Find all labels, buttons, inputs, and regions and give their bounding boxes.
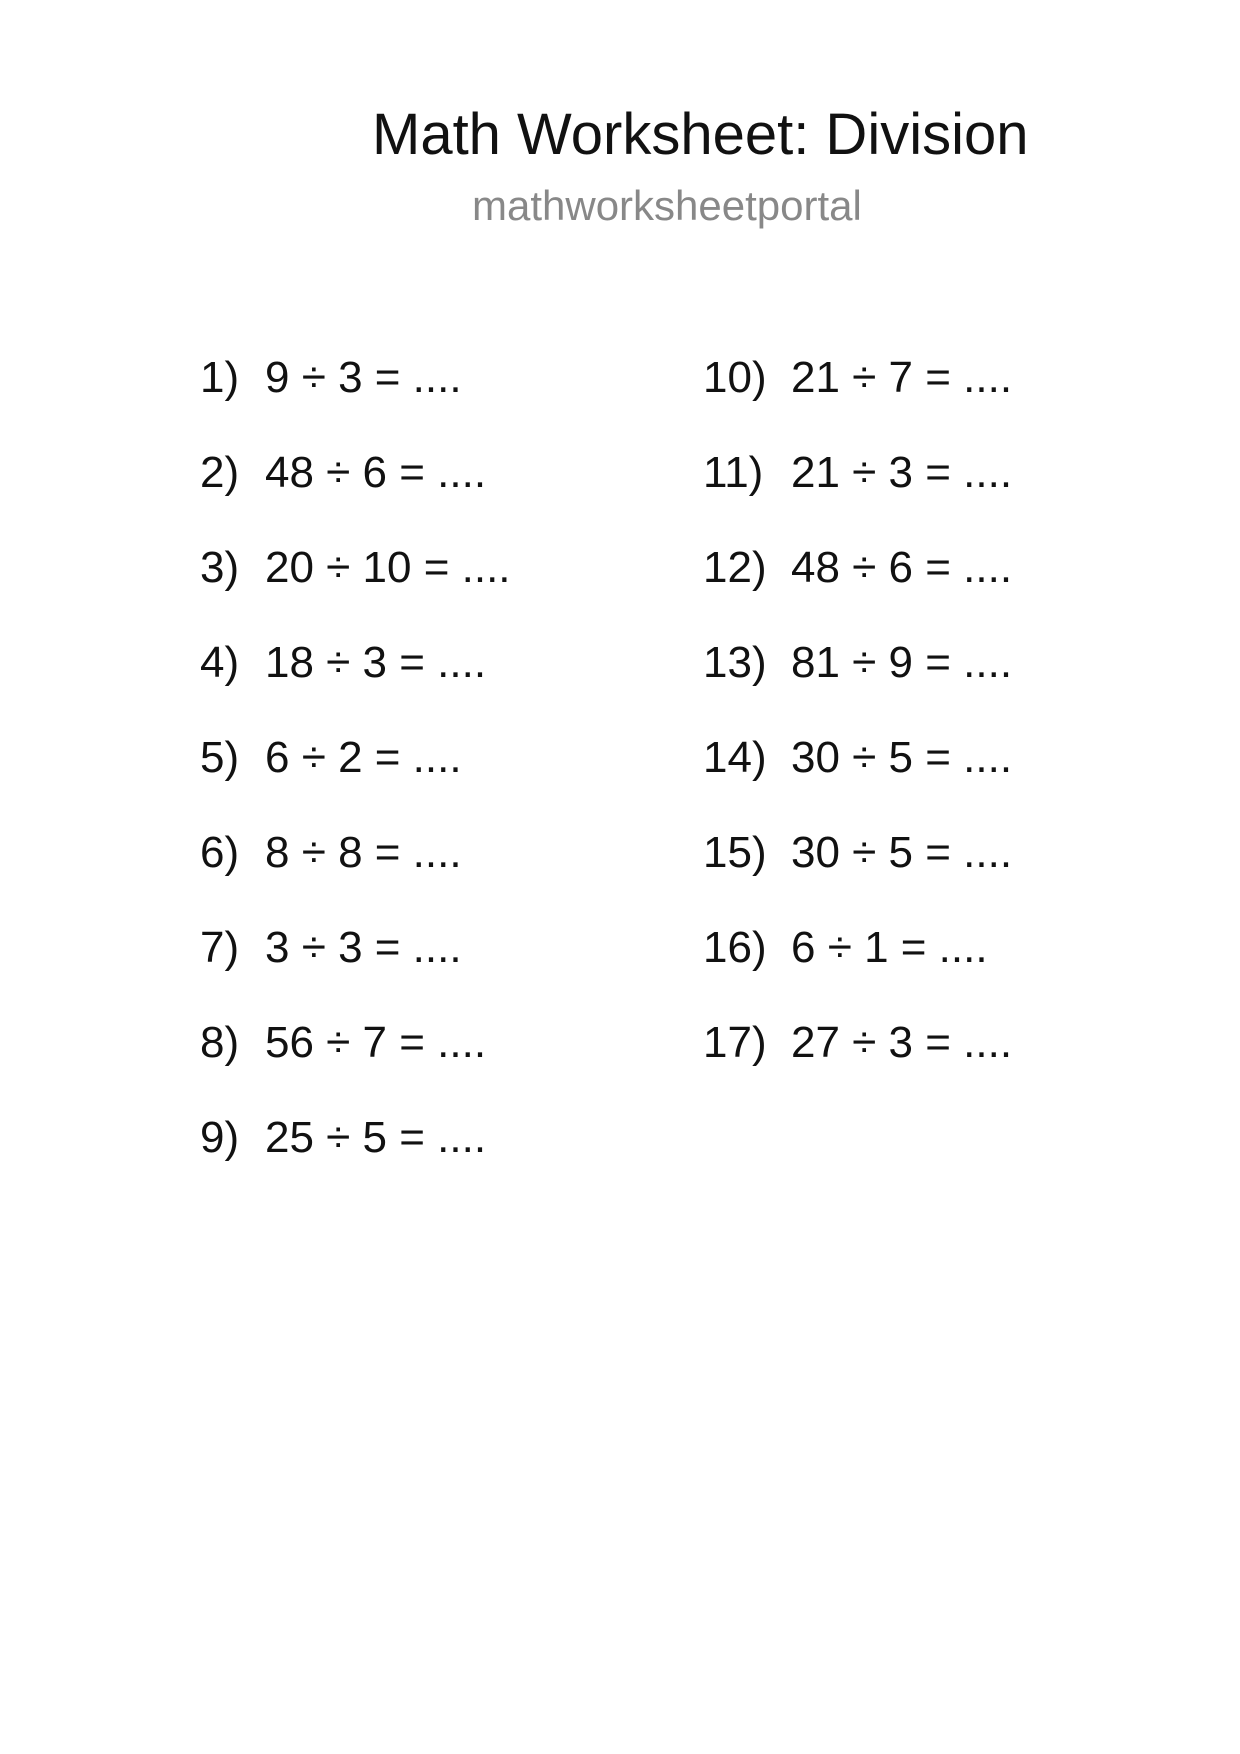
problem-item — [703, 352, 1012, 447]
problem-number: 8) — [200, 1018, 240, 1067]
problem-expression: 30 ÷ 5 = .... — [791, 828, 1013, 877]
problem-item — [703, 732, 1012, 827]
problem-expression: 21 ÷ 7 = .... — [791, 353, 1013, 402]
problem-number: 14) — [703, 733, 767, 782]
problem-number: 12) — [703, 543, 767, 592]
problem-item — [200, 732, 511, 827]
problem-number: 2) — [200, 448, 240, 497]
problem-item — [703, 827, 1012, 922]
problem-expression: 3 ÷ 3 = .... — [265, 923, 462, 972]
problem-expression: 56 ÷ 7 = .... — [265, 1018, 487, 1067]
problem-expression: 18 ÷ 3 = .... — [265, 638, 487, 687]
problem-item — [200, 1017, 511, 1112]
problem-expression: 48 ÷ 6 = .... — [791, 543, 1013, 592]
problem-number: 5) — [200, 733, 240, 782]
problem-number: 6) — [200, 828, 240, 877]
problem-number: 7) — [200, 923, 240, 972]
problem-item — [703, 1017, 1012, 1112]
problem-item — [200, 637, 511, 732]
problem-number: 17) — [703, 1018, 767, 1067]
problem-item — [200, 352, 511, 447]
problem-item — [703, 542, 1012, 637]
problem-item — [200, 542, 511, 637]
problem-number: 4) — [200, 638, 240, 687]
problem-item — [703, 637, 1012, 732]
right-problem-column — [703, 352, 1012, 1112]
page-subtitle: mathworksheetportal — [472, 182, 862, 229]
problem-item — [703, 447, 1012, 542]
problem-expression: 48 ÷ 6 = .... — [265, 448, 487, 497]
page-title: Math Worksheet: Division — [372, 102, 1029, 167]
problem-number: 3) — [200, 543, 240, 592]
problem-item — [200, 1112, 511, 1207]
problem-number: 13) — [703, 638, 767, 687]
problem-expression: 21 ÷ 3 = .... — [791, 448, 1013, 497]
problem-number: 1) — [200, 353, 240, 402]
problem-number: 11) — [703, 448, 764, 497]
problem-item — [200, 827, 511, 922]
problem-expression: 81 ÷ 9 = .... — [791, 638, 1013, 687]
problem-expression: 20 ÷ 10 = .... — [265, 543, 511, 592]
problem-expression: 8 ÷ 8 = .... — [265, 828, 462, 877]
problem-expression: 30 ÷ 5 = .... — [791, 733, 1013, 782]
problem-expression: 9 ÷ 3 = .... — [265, 353, 462, 402]
left-problem-column — [200, 352, 511, 1207]
problem-expression: 6 ÷ 2 = .... — [265, 733, 462, 782]
problem-item — [200, 447, 511, 542]
problem-item — [200, 922, 511, 1017]
problem-item — [703, 922, 1012, 1017]
problem-number: 16) — [703, 923, 767, 972]
problem-number: 9) — [200, 1113, 240, 1162]
problem-expression: 6 ÷ 1 = .... — [791, 923, 988, 972]
problem-expression: 25 ÷ 5 = .... — [265, 1113, 487, 1162]
problem-number: 15) — [703, 828, 767, 877]
problem-expression: 27 ÷ 3 = .... — [791, 1018, 1013, 1067]
problem-number: 10) — [703, 353, 767, 402]
